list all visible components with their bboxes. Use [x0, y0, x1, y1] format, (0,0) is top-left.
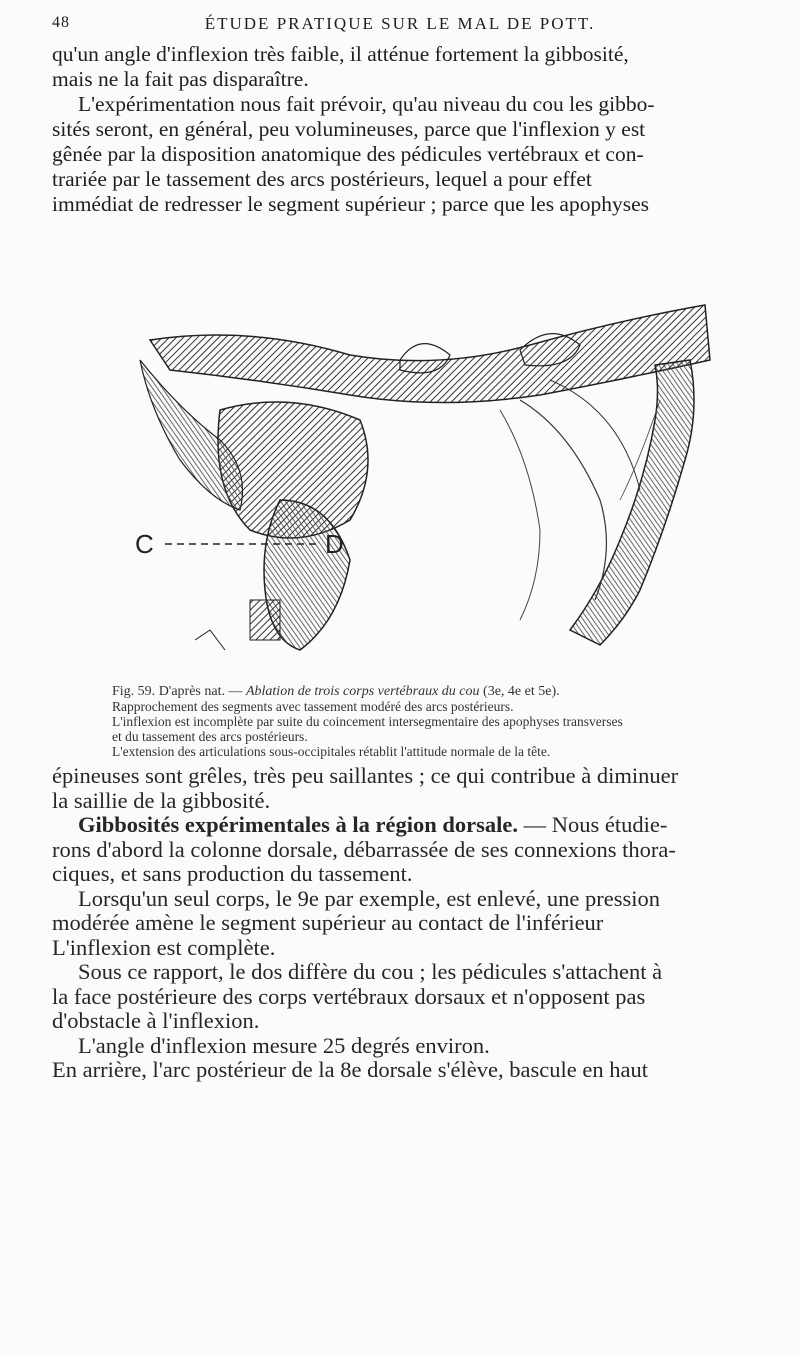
figure-caption	[112, 684, 752, 759]
text-line: la face postérieure des corps vertébraux dorsaux et n'opposent pas	[52, 983, 646, 1009]
figure-number: Fig. 59.	[112, 684, 156, 699]
spine-illustration	[100, 300, 720, 672]
figure-label-c: C	[135, 529, 154, 559]
text-line: la saillie de la gibbosité.	[52, 787, 271, 813]
text-line: L'angle d'inflexion mesure 25 degrés environ.	[78, 1032, 490, 1058]
section-heading-rest: — Nous étudie-	[517, 812, 668, 837]
text-line: sités seront, en général, peu volumineuses, parce que l'inflexion y est	[52, 117, 646, 141]
text-line: ciques, et sans production du tassement.	[52, 861, 413, 886]
figure-label-d: D	[325, 529, 344, 559]
caption-source: D'après nat. —	[158, 684, 243, 699]
anatomical-figure	[100, 300, 720, 672]
body-text	[52, 764, 752, 1083]
section-heading: Gibbosités expérimentales à la région dorsale.	[78, 812, 518, 837]
caption-line: L'inflexion est incomplète par suite du coincement intersegmentaire des apophyses transverses	[112, 714, 623, 729]
running-title: ÉTUDE PRATIQUE SUR LE MAL DE POTT.	[204, 14, 596, 33]
caption-title-line	[112, 684, 752, 699]
caption-line: Rapprochement des segments avec tassement modéré des arcs postérieurs.	[112, 699, 514, 714]
upper-segment	[150, 305, 710, 403]
text-line: Sous ce rapport, le dos diffère du cou ; les pédicules s'attachent à	[78, 959, 663, 984]
text-line: Lorsqu'un seul corps, le 9e par exemple, est enlevé, une pression	[78, 885, 661, 911]
section-heading-line	[52, 813, 752, 838]
intro-paragraph	[52, 42, 747, 92]
caption-line: L'extension des articulations sous-occipitales rétablit l'attitude normale de la tête.	[112, 744, 551, 759]
text-line: rons d'abord la colonne dorsale, débarrassée de ses connexions thora-	[52, 836, 676, 862]
text-line: immédiat de redresser le segment supérieur ; parce que les apophyses	[52, 192, 650, 216]
text-line: En arrière, l'arc postérieur de la 8e dorsale s'élève, bascule en haut	[52, 1057, 648, 1082]
page-number: 48	[52, 14, 70, 31]
text-line: mais ne la fait pas disparaître.	[52, 67, 309, 91]
paragraph-expérimentation	[52, 92, 747, 217]
text-line: épineuses sont grêles, très peu saillantes ; ce qui contribue à diminuer	[52, 763, 679, 788]
text-line: L'inflexion est complète.	[52, 934, 276, 960]
right-segment	[570, 360, 694, 645]
text-line: modérée amène le segment supérieur au contact de l'inférieur	[52, 910, 604, 935]
text-line: gênée par la disposition anatomique des pédicules vertébraux et con-	[52, 142, 644, 166]
text-line: L'expérimentation nous fait prévoir, qu'au niveau du cou les gibbo-	[78, 92, 655, 116]
text-line: trariée par le tassement des arcs postérieurs, lequel a pour effet	[52, 167, 592, 191]
caption-title-suffix: (3e, 4e et 5e).	[483, 684, 560, 699]
caption-line: et du tassement des arcs postérieurs.	[112, 729, 308, 744]
caption-title: Ablation de trois corps vertébraux du cou	[245, 684, 480, 699]
text-line: d'obstacle à l'inflexion.	[52, 1008, 260, 1033]
text-line: qu'un angle d'inflexion très faible, il atténue fortement la gibbosité,	[52, 42, 629, 66]
page-header	[52, 10, 748, 40]
